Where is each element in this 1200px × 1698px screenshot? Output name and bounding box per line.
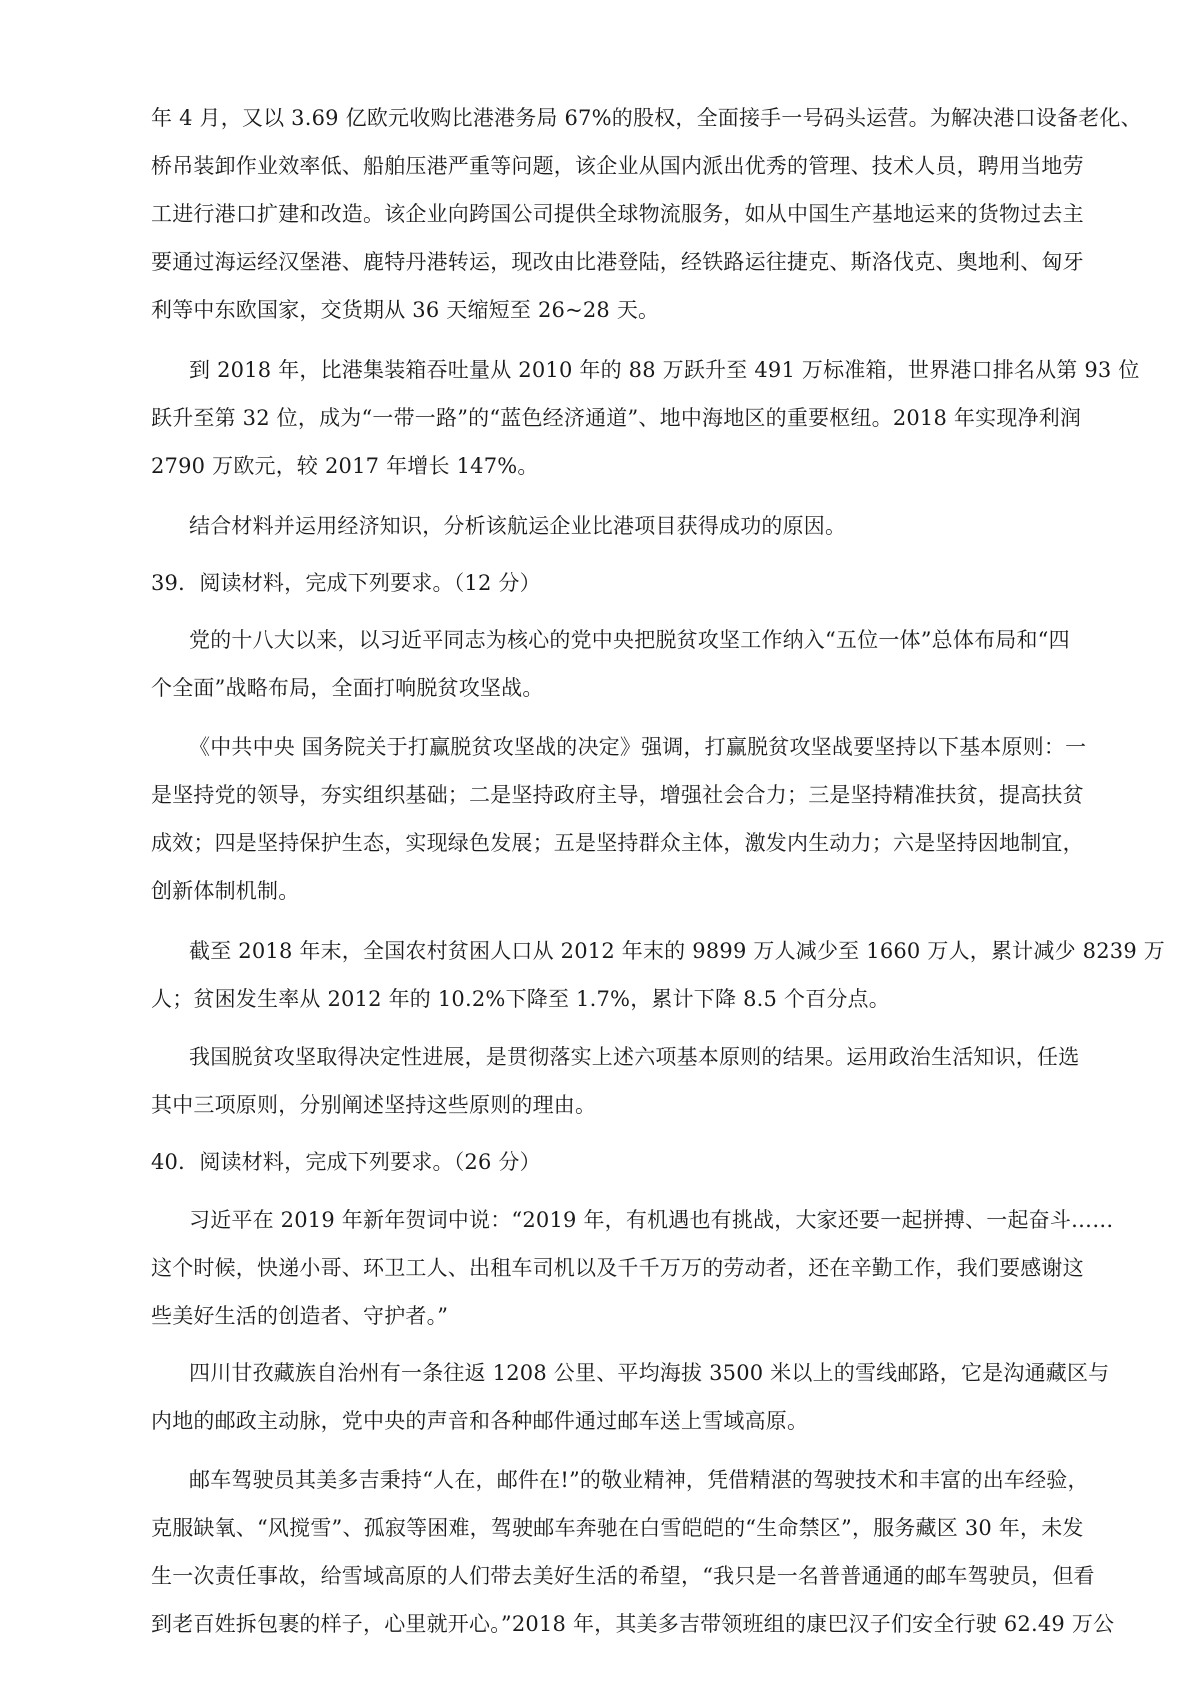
- text-line: 邮车驾驶员其美多吉秉持“人在，邮件在!”的敬业精神，凭借精湛的驾驶技术和丰富的出车经验，: [189, 1468, 1089, 1492]
- text-line: 创新体制机制。: [151, 879, 300, 903]
- text-line: 党的十八大以来，以习近平同志为核心的党中央把脱贫攻坚工作纳入“五位一体”总体布局和“四: [189, 628, 1070, 652]
- text-line: 跃升至第 32 位，成为“一带一路”的“蓝色经济通道”、地中海地区的重要枢纽。2018 年实现净利润: [151, 406, 1082, 430]
- text-line: 这个时候，快递小哥、环卫工人、出租车司机以及千千万万的劳动者，还在辛勤工作，我们要感谢这: [151, 1256, 1084, 1280]
- text-line: 内地的邮政主动脉，党中央的声音和各种邮件通过邮车送上雪域高原。: [151, 1409, 809, 1433]
- text-line: 结合材料并运用经济知识，分析该航运企业比港项目获得成功的原因。: [189, 514, 847, 538]
- text-line: 工进行港口扩建和改造。该企业向跨国公司提供全球物流服务，如从中国生产基地运来的货物过去主: [151, 202, 1084, 226]
- text-line: 年 4 月，又以 3.69 亿欧元收购比港港务局 67%的股权，全面接手一号码头运营。为解决港口设备老化、: [151, 106, 1142, 130]
- text-line: 些美好生活的创造者、守护者。”: [151, 1304, 449, 1328]
- text-line: 到 2018 年，比港集装箱吞吐量从 2010 年的 88 万跃升至 491 万标准箱，世界港口排名从第 93 位: [189, 358, 1140, 382]
- text-line: 四川甘孜藏族自治州有一条往返 1208 公里、平均海拔 3500 米以上的雪线邮路，它是沟通藏区与: [189, 1361, 1110, 1385]
- text-line: 人；贫困发生率从 2012 年的 10.2%下降至 1.7%，累计下降 8.5 个百分点。: [151, 987, 890, 1011]
- text-line: 是坚持党的领导，夯实组织基础；二是坚持政府主导，增强社会合力；三是坚持精准扶贫，提高扶贫: [151, 783, 1084, 807]
- text-line: 成效；四是坚持保护生态，实现绿色发展；五是坚持群众主体，激发内生动力；六是坚持因地制宜，: [151, 831, 1084, 855]
- question-number-40: 40．阅读材料，完成下列要求。（26 分）: [151, 1150, 541, 1174]
- text-line: 其中三项原则，分别阐述坚持这些原则的理由。: [151, 1093, 597, 1117]
- question-number-39: 39．阅读材料，完成下列要求。（12 分）: [151, 571, 541, 595]
- text-line: 利等中东欧国家，交货期从 36 天缩短至 26~28 天。: [151, 298, 660, 322]
- text-line: 《中共中央 国务院关于打赢脱贫攻坚战的决定》强调，打赢脱贫攻坚战要坚持以下基本原则：一: [189, 735, 1087, 759]
- text-line: 生一次责任事故，给雪域高原的人们带去美好生活的希望，“我只是一名普普通通的邮车驾驶员，但看: [151, 1564, 1095, 1588]
- text-line: 习近平在 2019 年新年贺词中说：“2019 年，有机遇也有挑战，大家还要一起拼搏、一起奋斗……: [189, 1208, 1114, 1232]
- text-line: 2790 万欧元，较 2017 年增长 147%。: [151, 454, 539, 478]
- text-line: 个全面”战略布局，全面打响脱贫攻坚战。: [151, 676, 544, 700]
- text-line: 桥吊装卸作业效率低、船舶压港严重等问题，该企业从国内派出优秀的管理、技术人员，聘用当地劳: [151, 154, 1084, 178]
- text-line: 克服缺氧、“风搅雪”、孤寂等困难，驾驶邮车奔驰在白雪皑皑的“生命禁区”，服务藏区 30 年，未发: [151, 1516, 1084, 1540]
- text-line: 截至 2018 年末，全国农村贫困人口从 2012 年末的 9899 万人减少至 1660 万人，累计减少 8239 万: [189, 939, 1165, 963]
- text-line: 要通过海运经汉堡港、鹿特丹港转运，现改由比港登陆，经铁路运往捷克、斯洛伐克、奥地利、匈牙: [151, 250, 1084, 274]
- text-line: 我国脱贫攻坚取得决定性进展，是贯彻落实上述六项基本原则的结果。运用政治生活知识，任选: [189, 1045, 1080, 1069]
- text-line: 到老百姓拆包裹的样子，心里就开心。”2018 年，其美多吉带领班组的康巴汉子们安全行驶 62.49 万公: [151, 1612, 1115, 1636]
